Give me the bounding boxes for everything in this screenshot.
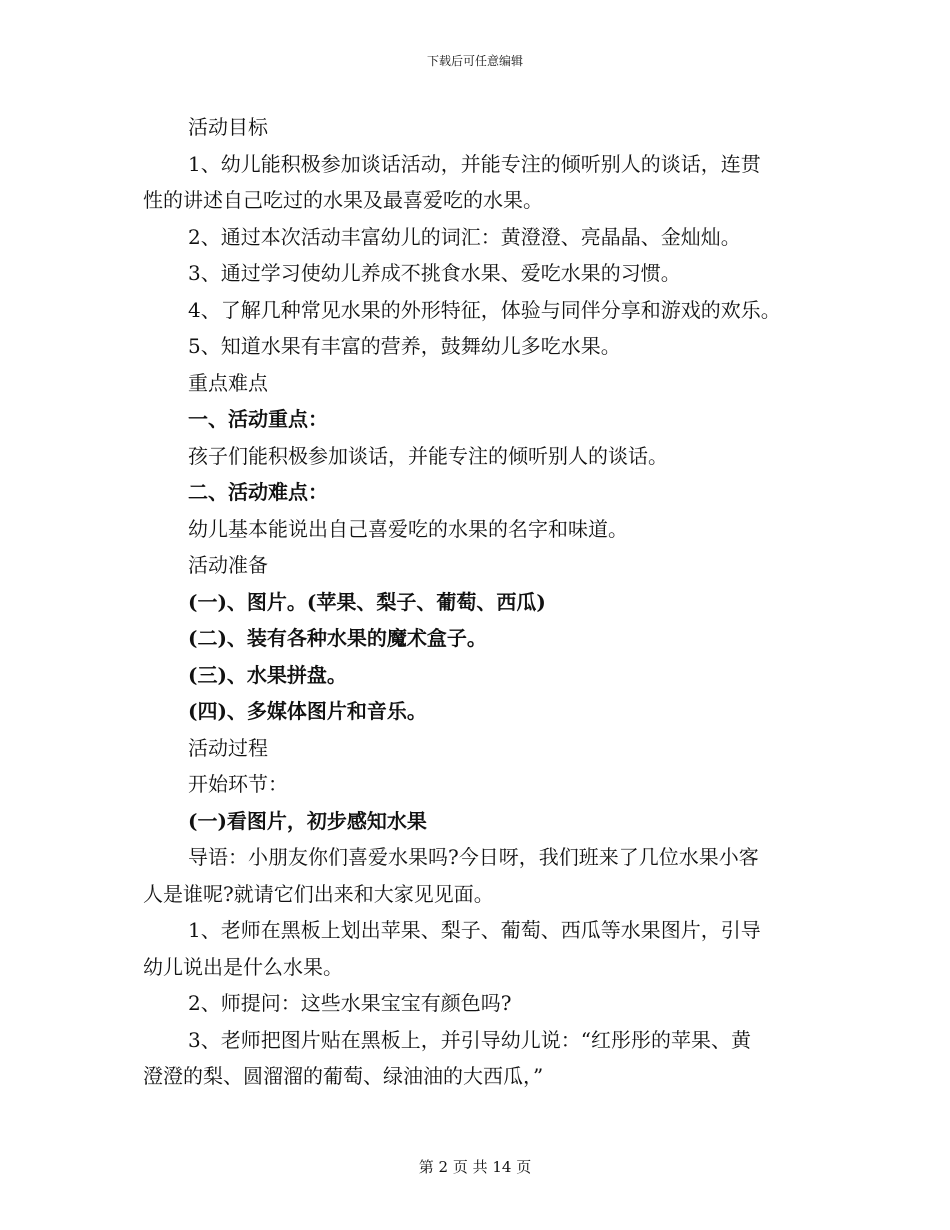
goal-5: 5、知道水果有丰富的营养，鼓舞幼儿多吃水果。: [188, 334, 621, 358]
goal-1-line-1: 1、幼儿能积极参加谈话活动，并能专注的倾听别人的谈话，连贯: [188, 151, 761, 176]
step-1-item-1-line-2: 幼儿说出是什么水果。: [143, 954, 343, 979]
step-1-item-1-line-1: 1、老师在黑板上划出苹果、梨子、葡萄、西瓜等水果图片，引导: [188, 918, 761, 942]
step-1-heading: (一)看图片，初步感知水果: [188, 808, 427, 833]
heading-process: 活动过程: [188, 735, 268, 760]
goal-3: 3、通过学习使幼儿养成不挑食水果、爱吃水果的习惯。: [188, 261, 681, 285]
key-point-text: 孩子们能积极参加谈话，并能专注的倾听别人的谈话。: [188, 443, 668, 468]
preparation-item-3: (三)、水果拼盘。: [188, 662, 347, 687]
step-1-item-3-line-1: 3、老师把图片贴在黑板上，并引导幼儿说：“红彤彤的苹果、黄: [188, 1027, 751, 1052]
preparation-item-4: (四)、多媒体图片和音乐。: [188, 699, 427, 723]
heading-activity-goals: 活动目标: [188, 115, 268, 139]
goal-1-line-2: 性的讲述自己吃过的水果及最喜爱吃的水果。: [143, 188, 543, 212]
opening-section: 开始环节：: [188, 772, 288, 796]
step-1-item-3-line-2: 澄澄的梨、圆溜溜的葡萄、绿油油的大西瓜，”: [143, 1064, 544, 1088]
page-header: 下载后可任意编辑: [426, 54, 523, 68]
page-footer: 第 2 页 共 14 页: [418, 1158, 532, 1176]
preparation-item-2: (二)、装有各种水果的魔术盒子。: [188, 626, 487, 650]
difficult-point-text: 幼儿基本能说出自己喜爱吃的水果的名字和味道。: [188, 516, 628, 541]
intro-line-2: 人是谁呢?就请它们出来和大家见见面。: [143, 881, 494, 906]
intro-line-1: 导语：小朋友你们喜爱水果吗?今日呀，我们班来了几位水果小客: [188, 845, 759, 869]
goal-4: 4、了解几种常见水果的外形特征，体验与同伴分享和游戏的欢乐。: [188, 297, 781, 322]
heading-preparation: 活动准备: [188, 553, 268, 577]
heading-key-difficult-points: 重点难点: [188, 370, 268, 395]
subheading-key-point: 一、活动重点：: [188, 407, 328, 431]
document-body: [143, 109, 823, 1095]
preparation-item-1: (一)、图片。(苹果、梨子、葡萄、西瓜): [188, 589, 546, 614]
step-1-item-2: 2、师提问：这些水果宝宝有颜色吗?: [188, 991, 512, 1015]
subheading-difficult-point: 二、活动难点：: [188, 480, 328, 504]
goal-2: 2、通过本次活动丰富幼儿的词汇：黄澄澄、亮晶晶、金灿灿。: [188, 224, 741, 249]
